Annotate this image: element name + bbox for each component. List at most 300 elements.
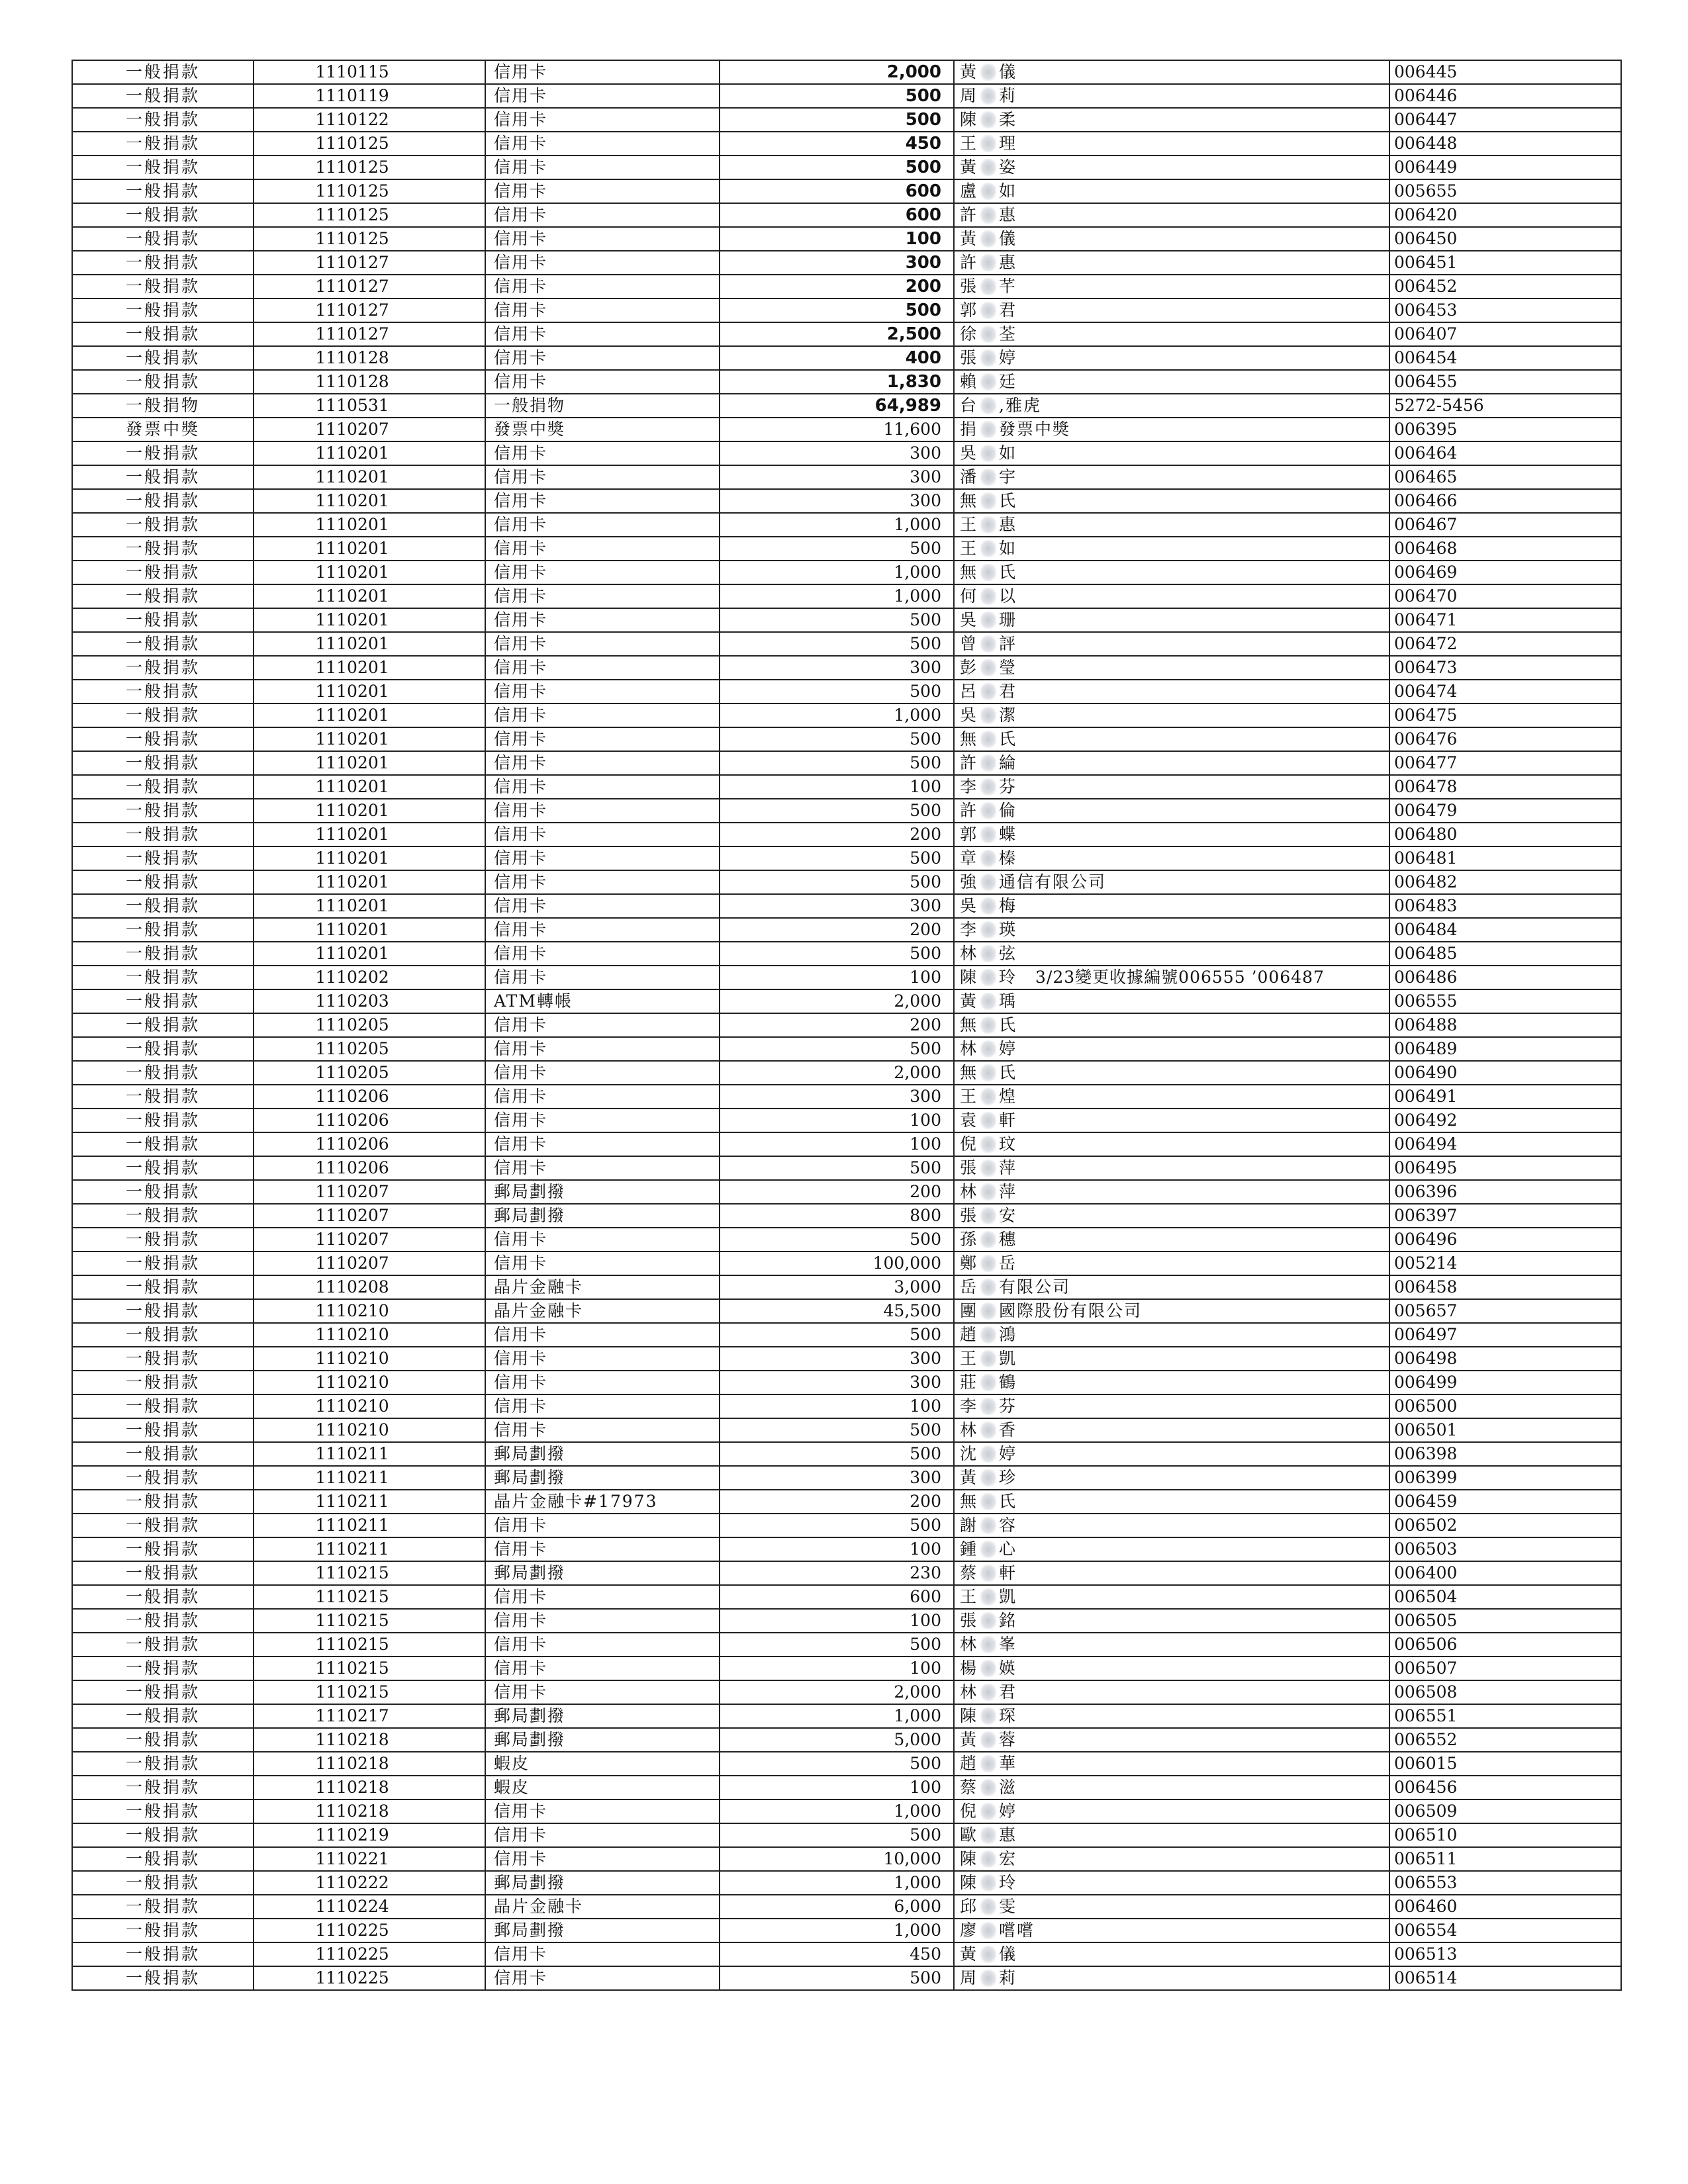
donor-surname: 謝	[960, 1516, 978, 1535]
donor-surname: 郭	[960, 300, 978, 320]
donor-surname: 何	[960, 586, 978, 606]
redaction-blur	[980, 206, 996, 224]
table-row	[72, 370, 1621, 394]
receipt-number-cell: 006398	[1389, 1442, 1621, 1466]
payment-method-cell: 信用卡	[485, 441, 720, 465]
category-cell: 一般捐款	[72, 1275, 254, 1299]
amount-cell: 100	[720, 1609, 954, 1633]
category-cell: 一般捐款	[72, 1323, 254, 1347]
donor-cell	[954, 1633, 1389, 1657]
redaction-blur	[980, 1183, 996, 1201]
receipt-number-cell: 006472	[1389, 632, 1621, 656]
category-cell: 一般捐款	[72, 1537, 254, 1561]
receipt-number-cell: 006490	[1389, 1061, 1621, 1085]
donor-surname: 曾	[960, 634, 978, 653]
table-row	[72, 1347, 1621, 1371]
category-cell: 一般捐款	[72, 1180, 254, 1204]
amount-cell: 800	[720, 1204, 954, 1228]
table-row	[72, 1132, 1621, 1156]
donor-cell	[954, 823, 1389, 846]
table-row	[72, 251, 1621, 275]
redaction-blur	[980, 778, 996, 796]
donor-given-name: 姿	[999, 158, 1017, 177]
category-cell: 一般捐款	[72, 1776, 254, 1799]
date-cell: 1110201	[254, 656, 485, 680]
payment-method-cell: 蝦皮	[485, 1752, 720, 1776]
receipt-number-cell: 006508	[1389, 1680, 1621, 1704]
receipt-number-cell: 006503	[1389, 1537, 1621, 1561]
donor-cell	[954, 1776, 1389, 1799]
payment-method-cell: 信用卡	[485, 966, 720, 989]
redaction-blur	[980, 1040, 996, 1058]
redaction-blur	[980, 635, 996, 653]
donor-cell	[954, 179, 1389, 203]
table-row	[72, 132, 1621, 156]
donor-cell	[954, 1799, 1389, 1823]
donor-cell	[954, 394, 1389, 418]
redaction-blur	[980, 1922, 996, 1939]
receipt-number-cell: 006474	[1389, 680, 1621, 704]
redaction-blur	[980, 1255, 996, 1272]
table-row	[72, 1371, 1621, 1394]
table-row	[72, 870, 1621, 894]
amount-cell: 64,989	[720, 394, 954, 418]
donor-surname: 陳	[960, 968, 978, 987]
donor-surname: 黃	[960, 1468, 978, 1487]
donor-given-name: 國際股份有限公司	[999, 1301, 1143, 1320]
receipt-number-cell: 006447	[1389, 108, 1621, 132]
payment-method-cell: 信用卡	[485, 561, 720, 584]
donor-given-name: 君	[999, 300, 1017, 320]
receipt-number-cell: 006450	[1389, 227, 1621, 251]
amount-cell: 230	[720, 1561, 954, 1585]
donor-given-name: 安	[999, 1206, 1017, 1225]
donor-surname: 黃	[960, 62, 978, 81]
date-cell: 1110201	[254, 751, 485, 775]
category-cell: 一般捐款	[72, 704, 254, 727]
receipt-number-cell: 006477	[1389, 751, 1621, 775]
category-cell: 一般捐款	[72, 1442, 254, 1466]
table-row	[72, 298, 1621, 322]
receipt-number-cell: 006506	[1389, 1633, 1621, 1657]
donor-cell	[954, 1966, 1389, 1990]
donor-note: 3/23變更收據編號006555 ’006487	[1035, 968, 1325, 987]
category-cell: 一般捐款	[72, 1299, 254, 1323]
donor-given-name: 玟	[999, 1134, 1017, 1154]
table-row	[72, 1895, 1621, 1919]
date-cell: 1110127	[254, 298, 485, 322]
date-cell: 1110221	[254, 1847, 485, 1871]
donor-given-name: 荃	[999, 324, 1017, 343]
redaction-blur	[980, 1588, 996, 1606]
donor-surname: 邱	[960, 1897, 978, 1916]
donor-given-name: 芬	[999, 1396, 1017, 1416]
donor-surname: 團	[960, 1301, 978, 1320]
receipt-number-cell: 006466	[1389, 489, 1621, 513]
date-cell: 1110215	[254, 1680, 485, 1704]
amount-cell: 500	[720, 1514, 954, 1537]
amount-cell: 500	[720, 84, 954, 108]
category-cell: 一般捐款	[72, 370, 254, 394]
date-cell: 1110115	[254, 60, 485, 84]
donor-cell	[954, 870, 1389, 894]
donor-cell	[954, 1228, 1389, 1251]
category-cell: 一般捐款	[72, 1418, 254, 1442]
donor-surname: 許	[960, 205, 978, 224]
category-cell: 一般捐款	[72, 1037, 254, 1061]
donor-surname: 李	[960, 1396, 978, 1416]
redaction-blur	[980, 1565, 996, 1582]
date-cell: 1110215	[254, 1561, 485, 1585]
receipt-number-cell: 006511	[1389, 1847, 1621, 1871]
date-cell: 1110201	[254, 775, 485, 799]
amount-cell: 100	[720, 1657, 954, 1680]
donor-surname: 李	[960, 920, 978, 939]
date-cell: 1110215	[254, 1585, 485, 1609]
category-cell: 一般捐款	[72, 1823, 254, 1847]
redaction-blur	[980, 1898, 996, 1915]
date-cell: 1110125	[254, 203, 485, 227]
category-cell: 一般捐款	[72, 1657, 254, 1680]
date-cell: 1110202	[254, 966, 485, 989]
redaction-blur	[980, 588, 996, 605]
donor-surname: 賴	[960, 372, 978, 391]
receipt-number-cell: 006553	[1389, 1871, 1621, 1895]
payment-method-cell: 晶片金融卡#17973	[485, 1490, 720, 1514]
payment-method-cell: 信用卡	[485, 1371, 720, 1394]
date-cell: 1110225	[254, 1919, 485, 1942]
donor-given-name: 琛	[999, 1706, 1017, 1725]
category-cell: 一般捐款	[72, 84, 254, 108]
redaction-blur	[980, 1112, 996, 1129]
donor-surname: 台	[960, 396, 978, 415]
redaction-blur	[980, 302, 996, 319]
receipt-number-cell: 006507	[1389, 1657, 1621, 1680]
payment-method-cell: 晶片金融卡	[485, 1299, 720, 1323]
table-row	[72, 704, 1621, 727]
table-row	[72, 1799, 1621, 1823]
amount-cell: 400	[720, 346, 954, 370]
donor-given-name: 如	[999, 181, 1017, 201]
donor-given-name: 軒	[999, 1563, 1017, 1582]
amount-cell: 450	[720, 1942, 954, 1966]
table-row	[72, 84, 1621, 108]
donor-given-name: 氏	[999, 1063, 1017, 1082]
date-cell: 1110211	[254, 1514, 485, 1537]
receipt-number-cell: 006505	[1389, 1609, 1621, 1633]
category-cell: 一般捐款	[72, 1490, 254, 1514]
amount-cell: 200	[720, 1490, 954, 1514]
donor-surname: 吳	[960, 610, 978, 629]
payment-method-cell: 信用卡	[485, 1847, 720, 1871]
date-cell: 1110211	[254, 1490, 485, 1514]
donor-given-name: 儀	[999, 62, 1017, 81]
table-row	[72, 751, 1621, 775]
donor-surname: 黃	[960, 1944, 978, 1964]
donor-cell	[954, 1109, 1389, 1132]
donor-given-name: 發票中獎	[999, 420, 1071, 439]
payment-method-cell: 信用卡	[485, 1347, 720, 1371]
category-cell: 一般捐款	[72, 846, 254, 870]
amount-cell: 300	[720, 1347, 954, 1371]
donor-given-name: 香	[999, 1420, 1017, 1439]
donor-cell	[954, 1275, 1389, 1299]
category-cell: 一般捐款	[72, 1680, 254, 1704]
category-cell: 一般捐款	[72, 203, 254, 227]
redaction-blur	[980, 1160, 996, 1177]
amount-cell: 300	[720, 656, 954, 680]
category-cell: 一般捐款	[72, 1704, 254, 1728]
redaction-blur	[980, 421, 996, 438]
payment-method-cell: 信用卡	[485, 1394, 720, 1418]
donor-given-name: 媖	[999, 1659, 1017, 1678]
donor-given-name: 氏	[999, 1492, 1017, 1511]
donor-given-name: 如	[999, 443, 1017, 463]
redaction-blur	[980, 254, 996, 271]
donor-surname: 李	[960, 777, 978, 796]
redaction-blur	[980, 802, 996, 819]
receipt-number-cell: 006498	[1389, 1347, 1621, 1371]
date-cell: 1110207	[254, 1228, 485, 1251]
amount-cell: 500	[720, 608, 954, 632]
donor-cell	[954, 561, 1389, 584]
amount-cell: 100	[720, 966, 954, 989]
payment-method-cell: 信用卡	[485, 1609, 720, 1633]
donor-given-name: 萍	[999, 1158, 1017, 1177]
date-cell: 1110205	[254, 1037, 485, 1061]
donor-cell	[954, 203, 1389, 227]
donor-surname: 王	[960, 1349, 978, 1368]
date-cell: 1110125	[254, 179, 485, 203]
donor-cell	[954, 1895, 1389, 1919]
donor-cell	[954, 1919, 1389, 1942]
donor-given-name: 煌	[999, 1087, 1017, 1106]
category-cell: 一般捐款	[72, 823, 254, 846]
donor-surname: 無	[960, 1015, 978, 1034]
date-cell: 1110222	[254, 1871, 485, 1895]
payment-method-cell: 信用卡	[485, 1657, 720, 1680]
receipt-number-cell: 006497	[1389, 1323, 1621, 1347]
donor-given-name: 婷	[999, 348, 1017, 367]
receipt-number-cell: 006484	[1389, 918, 1621, 942]
receipt-number-cell: 006468	[1389, 537, 1621, 561]
donor-given-name: 倫	[999, 801, 1017, 820]
donor-surname: 孫	[960, 1230, 978, 1249]
date-cell: 1110207	[254, 1180, 485, 1204]
table-row	[72, 179, 1621, 203]
date-cell: 1110218	[254, 1799, 485, 1823]
table-row	[72, 846, 1621, 870]
date-cell: 1110215	[254, 1657, 485, 1680]
amount-cell: 1,000	[720, 704, 954, 727]
donor-cell	[954, 275, 1389, 298]
donor-surname: 潘	[960, 467, 978, 486]
receipt-number-cell: 006496	[1389, 1228, 1621, 1251]
redaction-blur	[980, 1350, 996, 1367]
date-cell: 1110206	[254, 1109, 485, 1132]
donor-cell	[954, 966, 1389, 989]
donor-cell	[954, 632, 1389, 656]
payment-method-cell: 一般捐物	[485, 394, 720, 418]
donor-surname: 捐	[960, 420, 978, 439]
date-cell: 1110201	[254, 799, 485, 823]
amount-cell: 2,000	[720, 60, 954, 84]
table-row	[72, 1871, 1621, 1895]
date-cell: 1110210	[254, 1394, 485, 1418]
donor-surname: 許	[960, 801, 978, 820]
date-cell: 1110201	[254, 894, 485, 918]
redaction-blur	[980, 492, 996, 510]
redaction-blur	[980, 969, 996, 986]
donor-surname: 鄭	[960, 1253, 978, 1273]
redaction-blur	[980, 1970, 996, 1987]
donor-cell	[954, 1180, 1389, 1204]
receipt-number-cell: 006491	[1389, 1085, 1621, 1109]
receipt-number-cell: 006464	[1389, 441, 1621, 465]
amount-cell: 300	[720, 1085, 954, 1109]
redaction-blur	[980, 1493, 996, 1510]
donor-surname: 鍾	[960, 1539, 978, 1559]
receipt-number-cell: 006478	[1389, 775, 1621, 799]
donor-given-name: 君	[999, 1682, 1017, 1702]
redaction-blur	[980, 397, 996, 414]
donor-cell	[954, 680, 1389, 704]
donor-given-name: 氏	[999, 563, 1017, 582]
receipt-number-cell: 006486	[1389, 966, 1621, 989]
payment-method-cell: 信用卡	[485, 942, 720, 966]
donor-given-name: 弦	[999, 944, 1017, 963]
table-row	[72, 1442, 1621, 1466]
table-row	[72, 227, 1621, 251]
receipt-number-cell: 005655	[1389, 179, 1621, 203]
category-cell: 一般捐款	[72, 1752, 254, 1776]
table-row	[72, 1728, 1621, 1752]
donor-cell	[954, 918, 1389, 942]
donor-given-name: 凱	[999, 1587, 1017, 1606]
redaction-blur	[980, 1660, 996, 1677]
payment-method-cell: 信用卡	[485, 656, 720, 680]
donor-given-name: 梅	[999, 896, 1017, 915]
payment-method-cell: 信用卡	[485, 1966, 720, 1990]
payment-method-cell: 信用卡	[485, 1537, 720, 1561]
donor-given-name: 氏	[999, 729, 1017, 749]
donor-cell	[954, 1085, 1389, 1109]
donor-cell	[954, 156, 1389, 179]
category-cell: 一般捐款	[72, 942, 254, 966]
donor-surname: 張	[960, 1158, 978, 1177]
amount-cell: 300	[720, 1466, 954, 1490]
donor-given-name: 鶴	[999, 1373, 1017, 1392]
receipt-number-cell: 006448	[1389, 132, 1621, 156]
table-row	[72, 489, 1621, 513]
receipt-number-cell: 006492	[1389, 1109, 1621, 1132]
date-cell: 1110218	[254, 1776, 485, 1799]
category-cell: 一般捐款	[72, 608, 254, 632]
donor-surname: 王	[960, 515, 978, 534]
donor-cell	[954, 1728, 1389, 1752]
redaction-blur	[980, 540, 996, 557]
category-cell: 一般捐款	[72, 632, 254, 656]
donor-cell	[954, 608, 1389, 632]
donor-given-name: 儀	[999, 1944, 1017, 1964]
table-row	[72, 441, 1621, 465]
receipt-number-cell: 006482	[1389, 870, 1621, 894]
amount-cell: 500	[720, 298, 954, 322]
table-row	[72, 656, 1621, 680]
amount-cell: 300	[720, 251, 954, 275]
payment-method-cell: 信用卡	[485, 489, 720, 513]
amount-cell: 1,000	[720, 1799, 954, 1823]
donor-surname: 林	[960, 1039, 978, 1058]
category-cell: 一般捐款	[72, 1871, 254, 1895]
donor-cell	[954, 346, 1389, 370]
donor-cell	[954, 1013, 1389, 1037]
donor-given-name: 瑛	[999, 920, 1017, 939]
receipt-number-cell: 006481	[1389, 846, 1621, 870]
donor-cell	[954, 1847, 1389, 1871]
table-row	[72, 1156, 1621, 1180]
date-cell: 1110127	[254, 322, 485, 346]
date-cell: 1110201	[254, 465, 485, 489]
table-row	[72, 680, 1621, 704]
table-row	[72, 1204, 1621, 1228]
category-cell: 一般捐款	[72, 989, 254, 1013]
receipt-number-cell: 006485	[1389, 942, 1621, 966]
donor-cell	[954, 1657, 1389, 1680]
amount-cell: 500	[720, 632, 954, 656]
donor-cell	[954, 1704, 1389, 1728]
payment-method-cell: 郵局劃撥	[485, 1919, 720, 1942]
donor-surname: 林	[960, 1182, 978, 1201]
payment-method-cell: 晶片金融卡	[485, 1895, 720, 1919]
donor-surname: 蔡	[960, 1563, 978, 1582]
donor-given-name: 婷	[999, 1801, 1017, 1821]
date-cell: 1110210	[254, 1347, 485, 1371]
category-cell: 一般捐款	[72, 251, 254, 275]
receipt-number-cell: 006454	[1389, 346, 1621, 370]
donor-given-name: 軒	[999, 1111, 1017, 1130]
date-cell: 1110225	[254, 1966, 485, 1990]
table-row	[72, 727, 1621, 751]
payment-method-cell: 信用卡	[485, 1942, 720, 1966]
donor-given-name: 心	[999, 1539, 1017, 1559]
payment-method-cell: 信用卡	[485, 1037, 720, 1061]
amount-cell: 500	[720, 942, 954, 966]
category-cell: 一般捐款	[72, 1585, 254, 1609]
table-row	[72, 799, 1621, 823]
table-row	[72, 537, 1621, 561]
redaction-blur	[980, 516, 996, 533]
receipt-number-cell: 006396	[1389, 1180, 1621, 1204]
category-cell: 一般捐款	[72, 561, 254, 584]
table-row	[72, 465, 1621, 489]
category-cell: 一般捐款	[72, 680, 254, 704]
donor-surname: 張	[960, 1206, 978, 1225]
donor-given-name: 雯	[999, 1897, 1017, 1916]
redaction-blur	[980, 278, 996, 295]
category-cell: 一般捐款	[72, 1466, 254, 1490]
amount-cell: 500	[720, 1633, 954, 1657]
redaction-blur	[980, 1779, 996, 1796]
payment-method-cell: 信用卡	[485, 1823, 720, 1847]
redaction-blur	[980, 874, 996, 891]
redaction-blur	[980, 731, 996, 748]
payment-method-cell: 信用卡	[485, 1251, 720, 1275]
donor-surname: 林	[960, 1635, 978, 1654]
amount-cell: 500	[720, 751, 954, 775]
table-row	[72, 1514, 1621, 1537]
donor-cell	[954, 1942, 1389, 1966]
